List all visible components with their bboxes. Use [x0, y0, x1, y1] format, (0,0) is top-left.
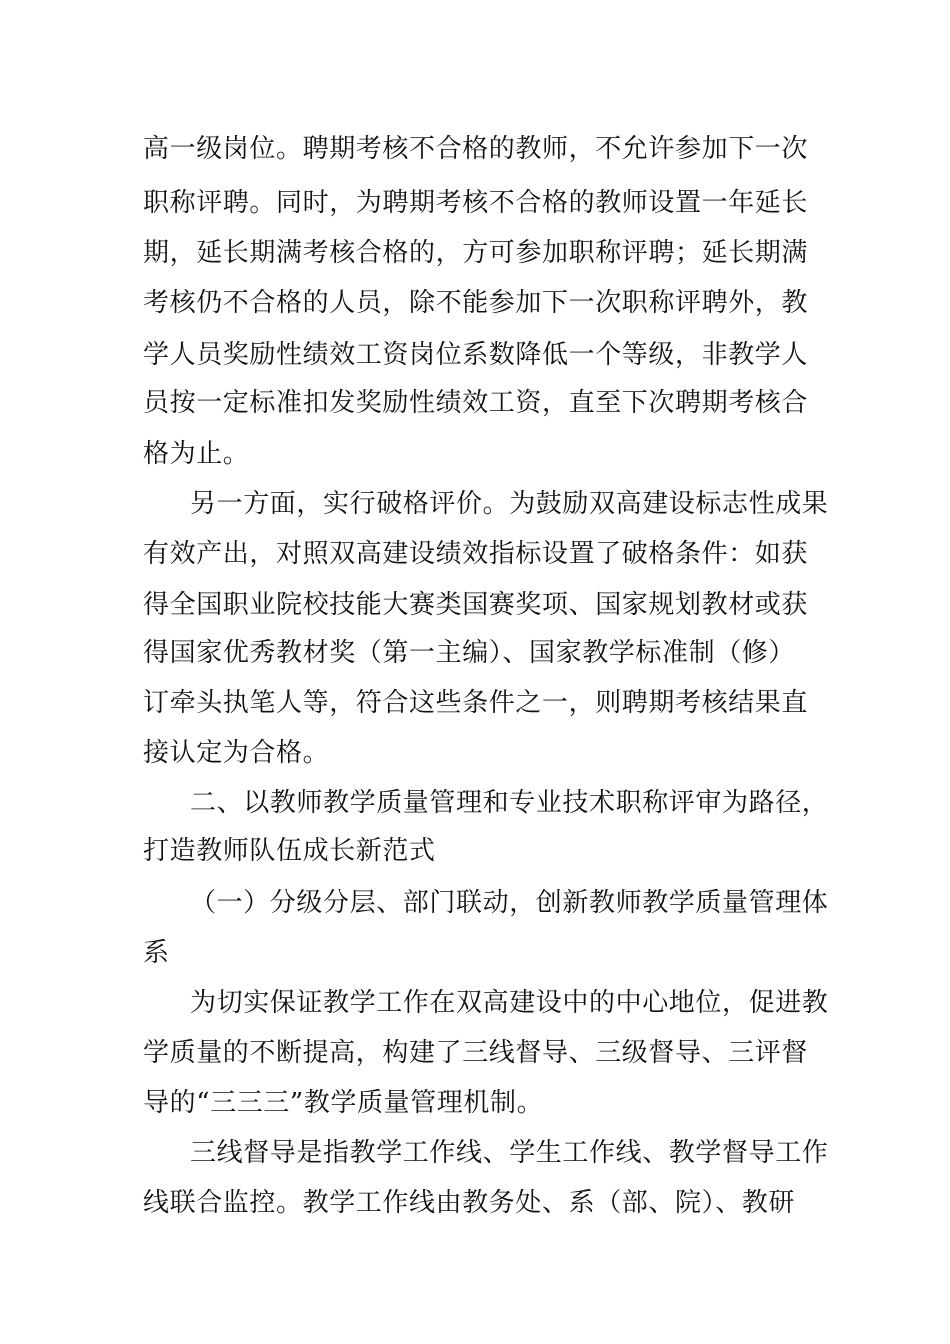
paragraph-first-line: 另一方面，实行破格评价。为鼓励双高建设标志性成果 [190, 489, 829, 519]
text-line: 线联合监控。教学工作线由教务处、系（部、院）、教研 [143, 1188, 796, 1218]
text-line: 订牵头执笔人等，符合这些条件之一，则聘期考核结果直 [143, 688, 809, 718]
subsection-heading: （一）分级分层、部门联动，创新教师教学质量管理体 [190, 888, 829, 918]
subsection-heading-continued: 系 [143, 938, 170, 968]
text-line: 学质量的不断提高，构建了三线督导、三级督导、三评督 [143, 1038, 809, 1068]
section-heading-continued: 打造教师队伍成长新范式 [143, 836, 436, 866]
text-line: 接认定为合格。 [143, 738, 330, 768]
text-line: 有效产出，对照双高建设绩效指标设置了破格条件：如获 [143, 539, 809, 569]
text-line: 格为止。 [143, 439, 250, 469]
paragraph-first-line: 三线督导是指教学工作线、学生工作线、教学督导工作 [190, 1138, 829, 1168]
section-heading: 二、以教师教学质量管理和专业技术职称评审为路径， [190, 788, 829, 818]
text-line: 得全国职业院校技能大赛类国赛奖项、国家规划教材或获 [143, 590, 809, 620]
text-line: 学人员奖励性绩效工资岗位系数降低一个等级，非教学人 [143, 340, 809, 370]
text-line: 考核仍不合格的人员，除不能参加下一次职称评聘外，教 [143, 288, 809, 318]
text-line: 得国家优秀教材奖（第一主编）、国家教学标准制（修） [143, 638, 796, 668]
text-line: 导的“三三三”教学质量管理机制。 [143, 1088, 544, 1118]
text-line: 高一级岗位。聘期考核不合格的教师，不允许参加下一次 [143, 134, 809, 164]
paragraph-first-line: 为切实保证教学工作在双高建设中的中心地位，促进教 [190, 988, 829, 1018]
text-line: 期，延长期满考核合格的，方可参加职称评聘；延长期满 [143, 238, 809, 268]
text-line: 职称评聘。同时，为聘期考核不合格的教师设置一年延长 [143, 188, 809, 218]
text-line: 员按一定标准扣发奖励性绩效工资，直至下次聘期考核合 [143, 388, 809, 418]
